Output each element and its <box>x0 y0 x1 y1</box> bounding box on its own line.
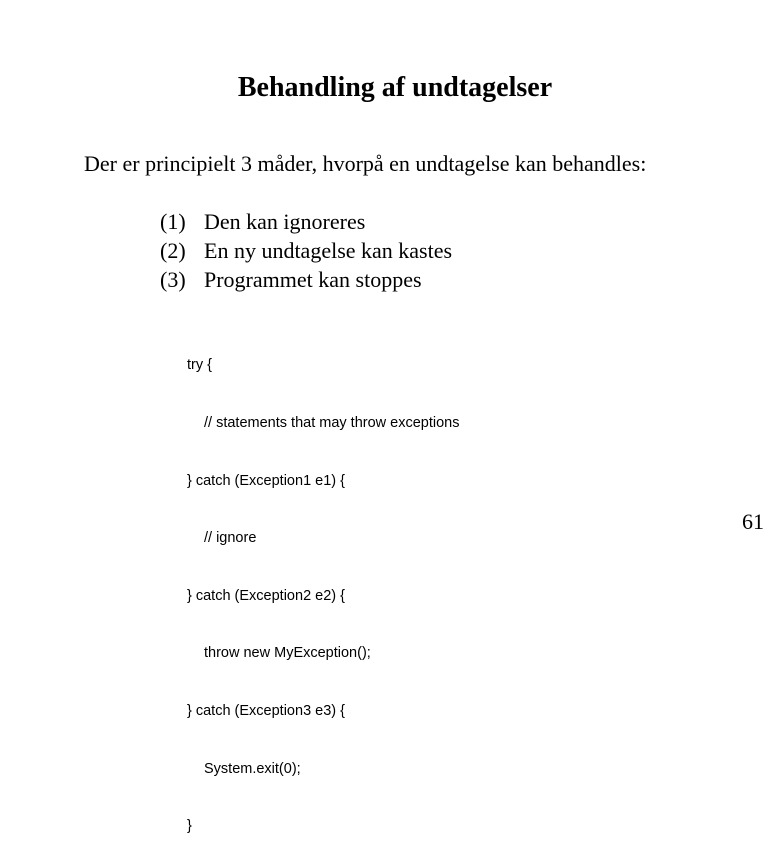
list-item-number: (3) <box>160 267 186 292</box>
list-item-text: Programmet kan stoppes <box>204 267 422 292</box>
method-list <box>160 207 452 294</box>
list-item <box>160 265 452 294</box>
list-item-text: Den kan ignoreres <box>204 209 366 234</box>
code-line: // ignore <box>204 530 257 547</box>
code-line: try { <box>187 357 212 374</box>
slide-title: Behandling af undtagelser <box>237 72 553 103</box>
code-block <box>187 318 459 856</box>
list-item <box>160 236 452 265</box>
page-number: 61 <box>742 509 764 534</box>
code-line: } catch (Exception2 e2) { <box>187 587 345 604</box>
code-line: } <box>187 818 192 835</box>
list-item-number: (1) <box>160 209 186 234</box>
code-line: // statements that may throw exceptions <box>204 415 460 432</box>
intro-text: Der er principielt 3 måder, hvorpå en undtagelse kan behandles: <box>84 151 647 176</box>
code-line: } catch (Exception3 e3) { <box>187 703 345 720</box>
code-line: } catch (Exception1 e1) { <box>187 472 345 489</box>
list-item <box>160 207 452 236</box>
list-item-text: En ny undtagelse kan kastes <box>204 238 453 263</box>
list-item-number: (2) <box>160 238 186 263</box>
code-line: throw new MyException(); <box>204 645 371 662</box>
code-line: System.exit(0); <box>204 760 301 777</box>
